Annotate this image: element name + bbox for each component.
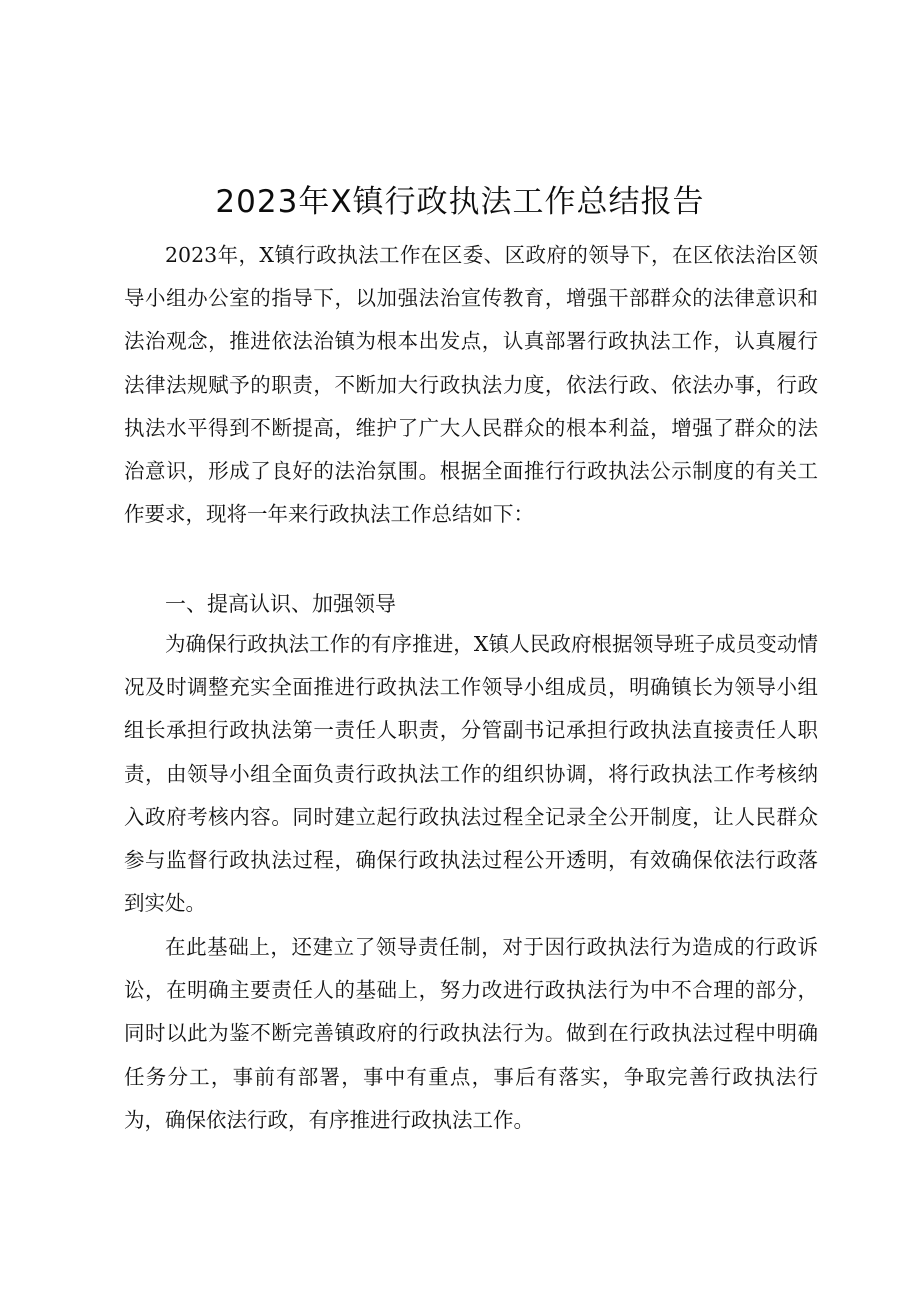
section-paragraph-2: 在此基础上，还建立了领导责任制，对于因行政执法行为造成的行政诉讼，在明确主要责任人的基础上，努力改进行政执法行为中不合理的部分，同时以此为鉴不断完善镇政府的行政执法行为。做到在行政执法过程中明确任务分工，事前有部署，事中有重点，事后有落实，争取完善行政执法行为，确保依法行政，有序推进行政执法工作。 — [124, 935, 818, 1132]
section-heading: 一、提高认识、加强领导 — [165, 592, 396, 616]
document-title: 2023年X镇行政执法工作总结报告 — [215, 184, 705, 220]
section-paragraph-1: 为确保行政执法工作的有序推进，X镇人民政府根据领导班子成员变动情况及时调整充实全面推进行政执法工作领导小组成员，明确镇长为领导小组组长承担行政执法第一责任人职责，分管副书记承担行政执法直接责任人职责，由领导小组全面负责行政执法工作的组织协调，将行政执法工作考核纳入政府考核内容。同时建立起行政执法过程全记录全公开制度，让人民群众参与监督行政执法过程，确保行政执法过程公开透明，有效确保依法行政落到实处。 — [124, 632, 818, 916]
intro-paragraph: 2023年，X镇行政执法工作在区委、区政府的领导下，在区依法治区领导小组办公室的指导下，以加强法治宣传教育，增强干部群众的法律意识和法治观念，推进依法治镇为根本出发点，认真部署行政执法工作，认真履行法律法规赋予的职责，不断加大行政执法力度，依法行政、依法办事，行政执法水平得到不断提高，维护了广大人民群众的根本利益，增强了群众的法治意识，形成了良好的法治氛围。根据全面推行行政执法公示制度的有关工作要求，现将一年来行政执法工作总结如下： — [124, 243, 818, 527]
